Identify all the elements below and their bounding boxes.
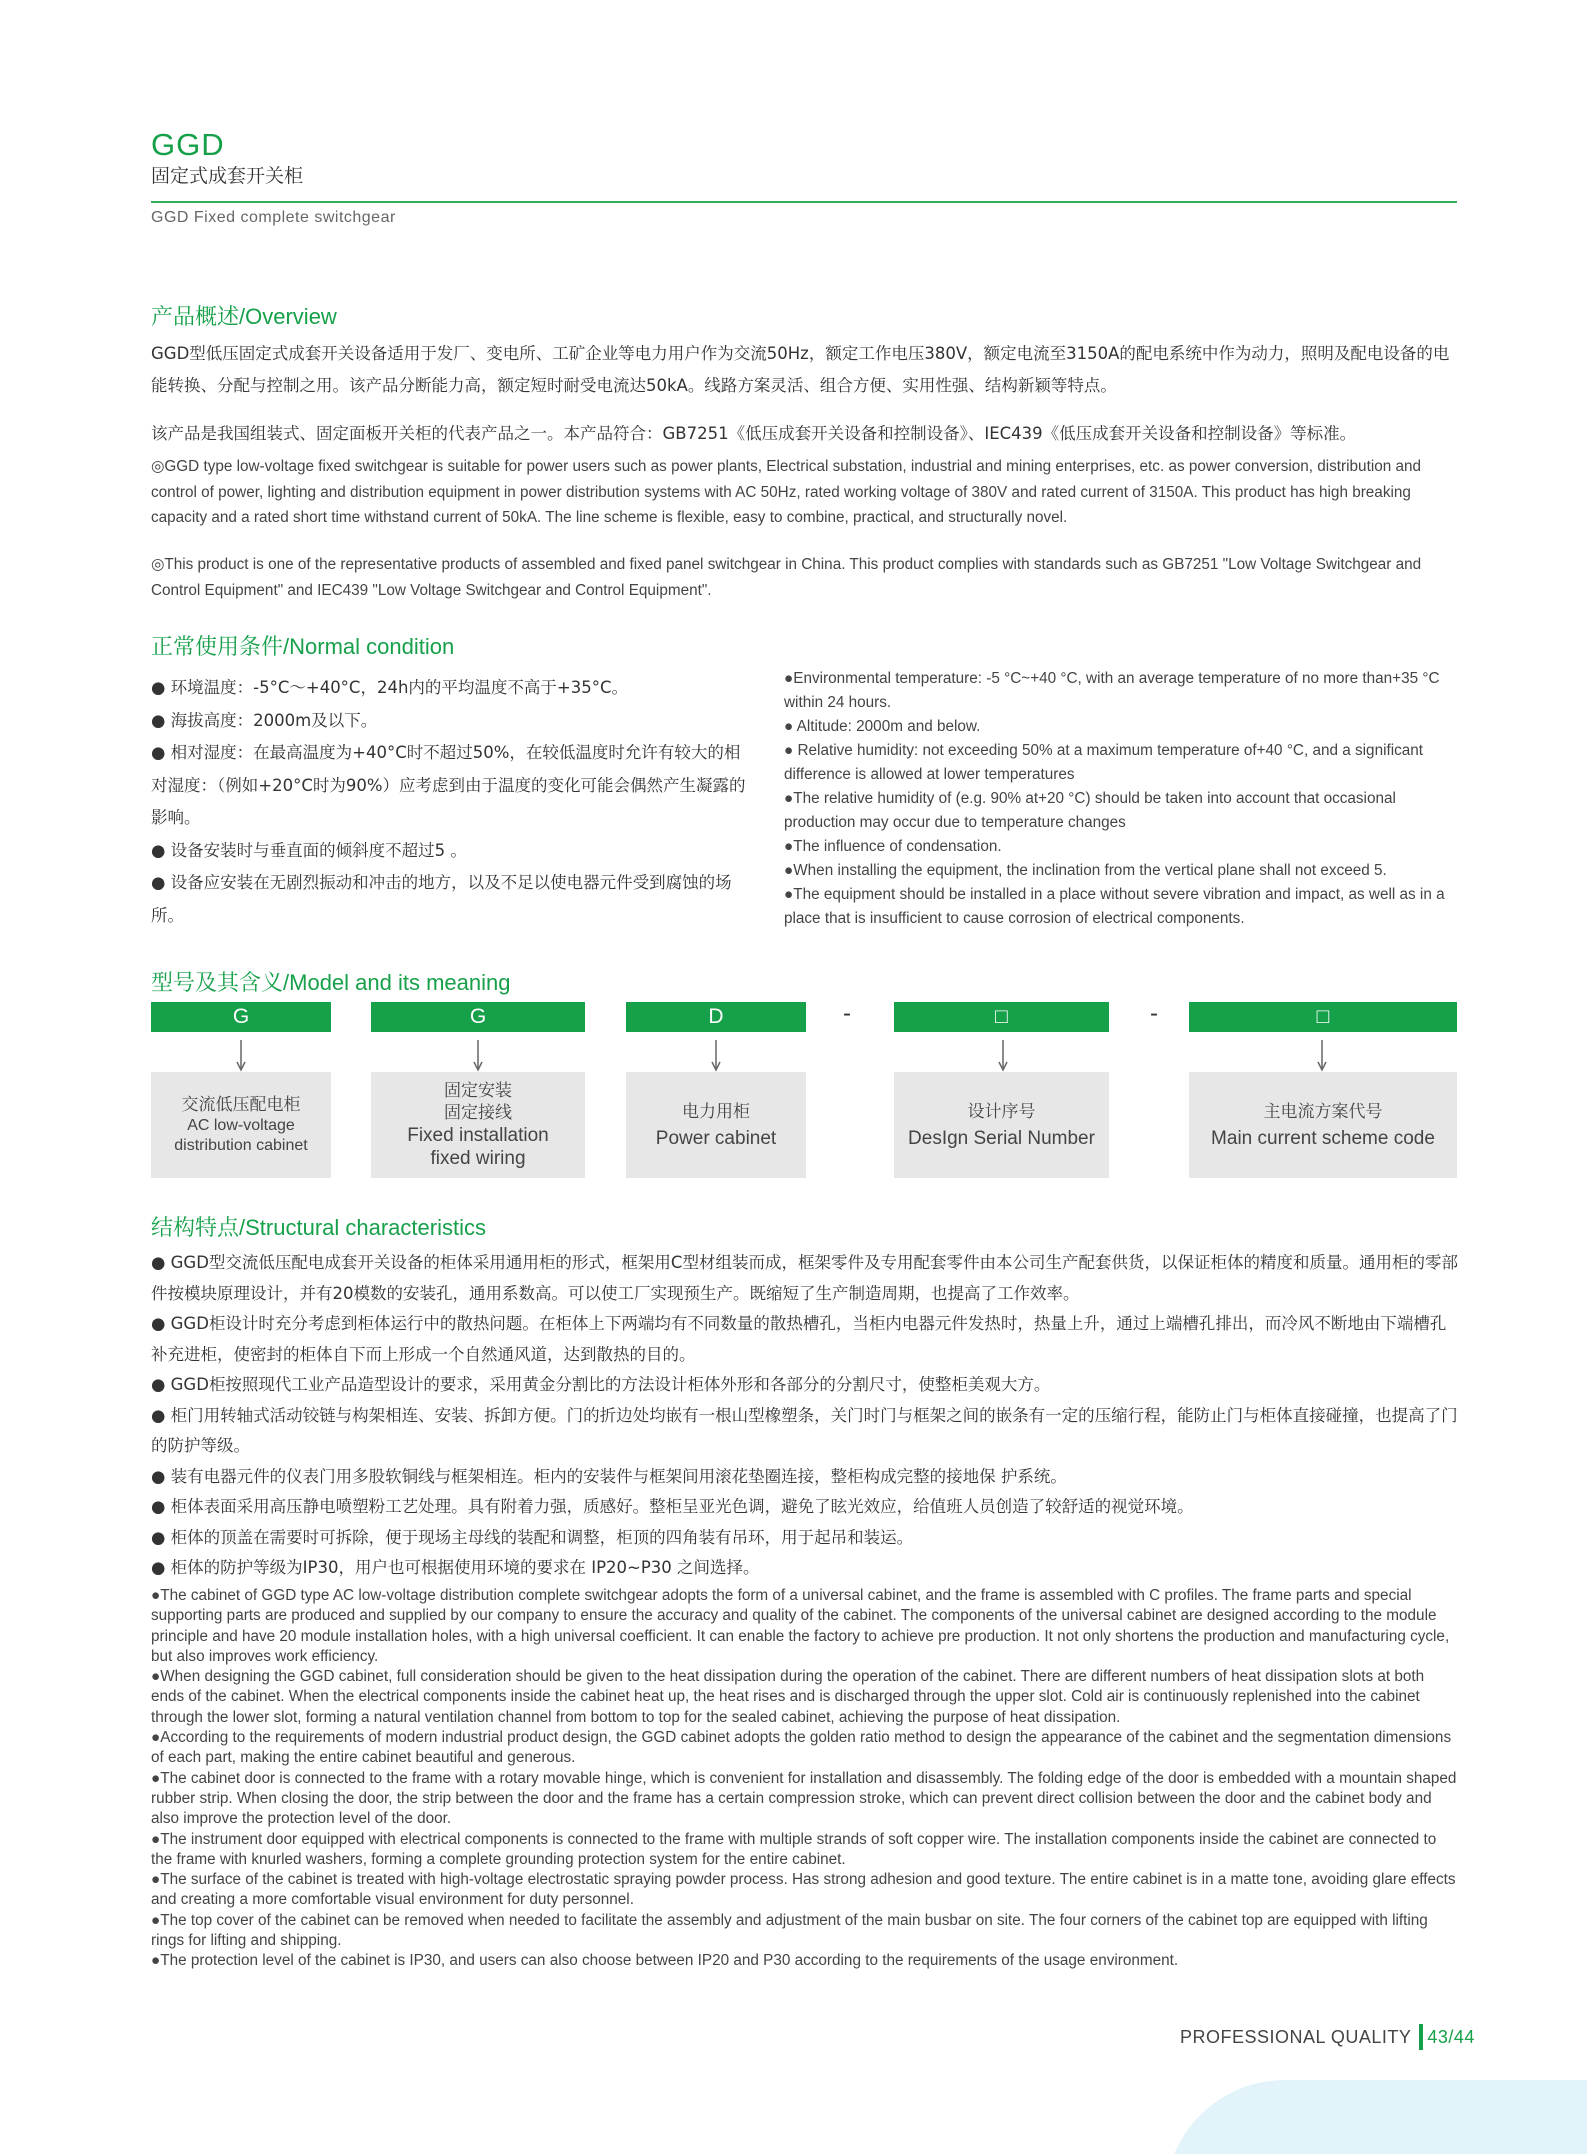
list-item: ● 设备应安装在无剧烈振动和冲击的地方，以及不足以使电器元件受到腐蚀的场所。 bbox=[151, 873, 732, 925]
list-item: ●When installing the equipment, the inclination from the vertical plane shall not exceed 5. bbox=[784, 862, 1387, 879]
arrow-down-icon bbox=[997, 1040, 1009, 1072]
decorative-corner-shape bbox=[1165, 2080, 1587, 2154]
normal-condition-heading bbox=[151, 630, 454, 661]
list-item: ● 柜体表面采用高压静电喷塑粉工艺处理。具有附着力强，质感好。整柜呈亚光色调，避免了眩光效应，给值班人员创造了较舒适的视觉环境。 bbox=[151, 1497, 1194, 1516]
structure-cn-list bbox=[151, 1248, 1461, 1584]
list-item: ●The protection level of the cabinet is IP30, and users can also choose between IP20 and P30 according to the requirements of the usage environment. bbox=[151, 1952, 1179, 1970]
list-item: ● 柜门用转轴式活动铰链与构架相连、安装、拆卸方便。门的折边处均嵌有一根山型橡塑条，关门时门与框架之间的嵌条有一定的压缩行程，能防止门与柜体直接碰撞，也提高了门的防护等级。 bbox=[151, 1405, 1458, 1455]
arrow-down-icon bbox=[1316, 1040, 1328, 1072]
model-dash-1: - bbox=[843, 1000, 851, 1027]
list-item: ● Altitude: 2000m and below. bbox=[784, 718, 981, 735]
list-item: ● 海拔高度：2000m及以下。 bbox=[151, 710, 378, 730]
normal-heading-en: /Normal condition bbox=[283, 634, 455, 659]
list-item: ● 装有电器元件的仪表门用多股软铜线与框架相连。柜内的安装件与框架间用滚花垫圈连接，整柜构成完整的接地保 护系统。 bbox=[151, 1466, 1067, 1486]
model-meaning-fixed bbox=[371, 1072, 585, 1178]
model-meaning-scheme bbox=[1189, 1072, 1457, 1178]
structure-heading bbox=[151, 1211, 486, 1242]
model-heading bbox=[151, 966, 510, 997]
page-footer bbox=[1180, 2024, 1475, 2050]
model-meaning-en: Power cabinet bbox=[655, 1127, 777, 1149]
footer-label: PROFESSIONAL QUALITY bbox=[1180, 2026, 1412, 2047]
list-item: ●The relative humidity of (e.g. 90% at+20 °C) should be taken into account that occasional production may occur due to temperature changes bbox=[784, 790, 1396, 831]
list-item: ● 柜体的顶盖在需要时可拆除，便于现场主母线的装配和调整，柜顶的四角装有吊环，用于起吊和装运。 bbox=[151, 1527, 914, 1547]
model-meaning-en: Fixed installation bbox=[407, 1125, 549, 1146]
model-meaning-cn: 主电流方案代号 bbox=[1263, 1101, 1383, 1122]
list-item: ● Relative humidity: not exceeding 50% at a maximum temperature of+40 °C, and a significant difference is allowed at lower temperatures bbox=[784, 742, 1424, 783]
model-meaning-cn: 设计序号 bbox=[967, 1101, 1036, 1122]
list-item: ● GGD柜按照现代工业产品造型设计的要求，采用黄金分割比的方法设计柜体外形和各部分的分割尺寸，使整柜美观大方。 bbox=[151, 1375, 1051, 1394]
normal-condition-en-list bbox=[784, 667, 1449, 931]
list-item: ●According to the requirements of modern industrial product design, the GGD cabinet adopts the golden ratio method to design the appearance of the cabinet and the segmentation dimensions of each part, making the entire cabinet beautiful and generous. bbox=[151, 1729, 1452, 1767]
page-header bbox=[151, 128, 1457, 188]
list-item: ● 相对湿度：在最高温度为+40°C时不超过50%，在较低温度时允许有较大的相对湿度：（例如+20°C时为90%）应考虑到由于温度的变化可能会偶然产生凝露的影响。 bbox=[151, 743, 746, 827]
list-item: ●The cabinet door is connected to the frame with a rotary movable hinge, which is convenient for installation and disassembly. The folding edge of the door is embedded with a mountain shaped rubber strip. When closing the door, the strip between the door and the frame has a certain compression stroke, which can prevent direct collision between the door and the cabinet body and also improve the protection level of the door. bbox=[151, 1769, 1457, 1828]
model-dash-2: - bbox=[1150, 1000, 1158, 1027]
overview-en-paragraph-1: ◎GGD type low-voltage fixed switchgear is suitable for power users such as power plants, Electrical substation, industrial and mining enterprises, etc. as power conversion, distribution and control of power, lighting and distribution equipment in power distribution systems with AC 50Hz, rated working voltage of 380V and rated current of 3150A. This product has high breaking capacity and a rated short time withstand current of 50kA. The line scheme is flexible, easy to combine, practical, and structurally novel. bbox=[151, 458, 1422, 526]
model-meaning-cn: 电力用柜 bbox=[682, 1101, 750, 1122]
list-item: ●The influence of condensation. bbox=[784, 838, 1002, 855]
model-heading-cn: 型号及其含义 bbox=[151, 971, 284, 996]
model-meaning-en: Main current scheme code bbox=[1211, 1127, 1435, 1149]
model-meaning-cn: 固定接线 bbox=[444, 1103, 512, 1123]
model-meaning-cn: 交流低压配电柜 bbox=[181, 1095, 301, 1115]
model-code-g1: G bbox=[151, 1002, 331, 1032]
overview-cn-paragraph-2: 该产品是我国组装式、固定面板开关柜的代表产品之一。本产品符合：GB7251《低压成套开关设备和控制设备》、IEC439《低压成套开关设备和控制设备》等标准。 bbox=[151, 424, 1357, 443]
list-item: ● GGD柜设计时充分考虑到柜体运行中的散热问题。在柜体上下两端均有不同数量的散热槽孔，当柜内电器元件发热时，热量上升，通过上端槽孔排出，而冷风不断地由下端槽孔补充进柜，使密封的柜体自下而上形成一个自然通风道，达到散热的目的。 bbox=[151, 1314, 1447, 1364]
structure-en-list bbox=[151, 1586, 1461, 1972]
brand-title: GGD bbox=[151, 127, 225, 162]
list-item: ●The cabinet of GGD type AC low-voltage distribution complete switchgear adopts the form of a universal cabinet, and the frame is assembled with C profiles. The frame parts and special supporting parts are produced and supplied by our company to ensure the accuracy and quality of the cabinet. The components of the universal cabinet are designed according to the module principle and have 20 module installation holes, with a high universal coefficient. It can enable the factory to achieve pre production. It not only shortens the production and manufacturing cycle, but also improves work efficiency. bbox=[151, 1587, 1450, 1665]
overview-heading-cn: 产品概述 bbox=[151, 305, 240, 330]
normal-heading-cn: 正常使用条件 bbox=[151, 635, 284, 660]
model-code-d: D bbox=[626, 1002, 806, 1032]
list-item: ●Environmental temperature: -5 °C~+40 °C, with an average temperature of no more than+35 °C within 24 hours. bbox=[784, 670, 1440, 711]
structure-heading-en: /Structural characteristics bbox=[239, 1215, 486, 1240]
list-item: ●The equipment should be installed in a place without severe vibration and impact, as well as in a place that is insufficient to cause corrosion of electrical components. bbox=[784, 886, 1445, 927]
model-heading-en: /Model and its meaning bbox=[283, 970, 511, 995]
footer-divider bbox=[1419, 2024, 1423, 2050]
page-number: 43/44 bbox=[1427, 2026, 1475, 2047]
model-meaning-en: distribution cabinet bbox=[174, 1137, 308, 1154]
arrow-down-icon bbox=[710, 1040, 722, 1072]
header-divider bbox=[151, 201, 1457, 203]
model-meaning-en: AC low-voltage bbox=[187, 1117, 295, 1134]
list-item: ● 环境温度：-5°C～+40°C，24h内的平均温度不高于+35°C。 bbox=[151, 678, 629, 697]
overview-cn-paragraph-1: GGD型低压固定式成套开关设备适用于发厂、变电所、工矿企业等电力用户作为交流50Hz，额定工作电压380V，额定电流至3150A的配电系统中作为动力，照明及配电设备的电能转换、分配与控制之用。该产品分断能力高，额定短时耐受电流达50kA。线路方案灵活、组合方便、实用性强、结构新颖等特点。 bbox=[151, 344, 1450, 395]
overview-heading-en: /Overview bbox=[239, 304, 337, 329]
arrow-down-icon bbox=[235, 1040, 247, 1072]
overview-heading bbox=[151, 300, 337, 331]
structure-heading-cn: 结构特点 bbox=[151, 1216, 240, 1241]
list-item: ●The surface of the cabinet is treated with high-voltage electrostatic spraying powder process. Has strong adhesion and good texture. The entire cabinet is in a matte tone, avoiding glare effects and creating a more comfortable visual environment for duty personnel. bbox=[151, 1871, 1456, 1909]
list-item: ● GGD型交流低压配电成套开关设备的柜体采用通用柜的形式，框架用C型材组装而成，框架零件及专用配套零件由本公司生产配套供货，以保证柜体的精度和质量。通用柜的零部件按模块原理设计，并有20模数的安装孔，通用系数高。可以使工厂实现预生产。既缩短了生产制造周期，也提高了工作效率。 bbox=[151, 1253, 1458, 1303]
model-meaning-cn: 固定安装 bbox=[444, 1081, 512, 1101]
arrow-down-icon bbox=[472, 1040, 484, 1072]
overview-en-paragraph-2: ◎This product is one of the representative products of assembled and fixed panel switchgear in China. This product complies with standards such as GB7251 "Low Voltage Switchgear and Control Equipment" and IEC439 "Low Voltage Switchgear and Control Equipment". bbox=[151, 556, 1422, 599]
brand-subtitle: 固定式成套开关柜 bbox=[151, 165, 304, 187]
model-meaning-en: DesIgn Serial Number bbox=[908, 1127, 1095, 1149]
model-code-scheme: □ bbox=[1189, 1002, 1457, 1032]
model-meaning-en: fixed wiring bbox=[430, 1148, 526, 1169]
list-item: ●The top cover of the cabinet can be removed when needed to facilitate the assembly and adjustment of the main busbar on site. The four corners of the cabinet top are equipped with lifting rings for lifting and shipping. bbox=[151, 1911, 1428, 1950]
header-english-subtitle: GGD Fixed complete switchgear bbox=[151, 209, 396, 226]
model-meaning-power bbox=[626, 1072, 806, 1178]
model-code-serial: □ bbox=[894, 1002, 1109, 1032]
model-meaning-ac-cabinet bbox=[151, 1072, 331, 1178]
list-item: ● 柜体的防护等级为IP30，用户也可根据使用环境的要求在 IP20~P30 之间选择。 bbox=[151, 1558, 760, 1577]
model-code-g2: G bbox=[371, 1002, 585, 1032]
list-item: ●When designing the GGD cabinet, full consideration should be given to the heat dissipation during the operation of the cabinet. There are different numbers of heat dissipation slots at both ends of the cabinet. When the electrical components inside the cabinet heat up, the heat rises and is discharged through the upper slot. Cold air is continuously replenished into the cabinet through the lower slot, forming a natural ventilation channel from bottom to top for the sealed cabinet, achieving the purpose of heat dissipation. bbox=[151, 1668, 1425, 1726]
normal-condition-cn-list bbox=[151, 672, 751, 932]
model-meaning-serial bbox=[894, 1072, 1109, 1178]
list-item: ●The instrument door equipped with electrical components is connected to the frame with multiple strands of soft copper wire. The installation components inside the cabinet are connected to the frame with knurled washers, forming a complete grounding protection system for the entire cabinet. bbox=[151, 1830, 1437, 1868]
list-item: ● 设备安装时与垂直面的倾斜度不超过5 。 bbox=[151, 840, 467, 860]
